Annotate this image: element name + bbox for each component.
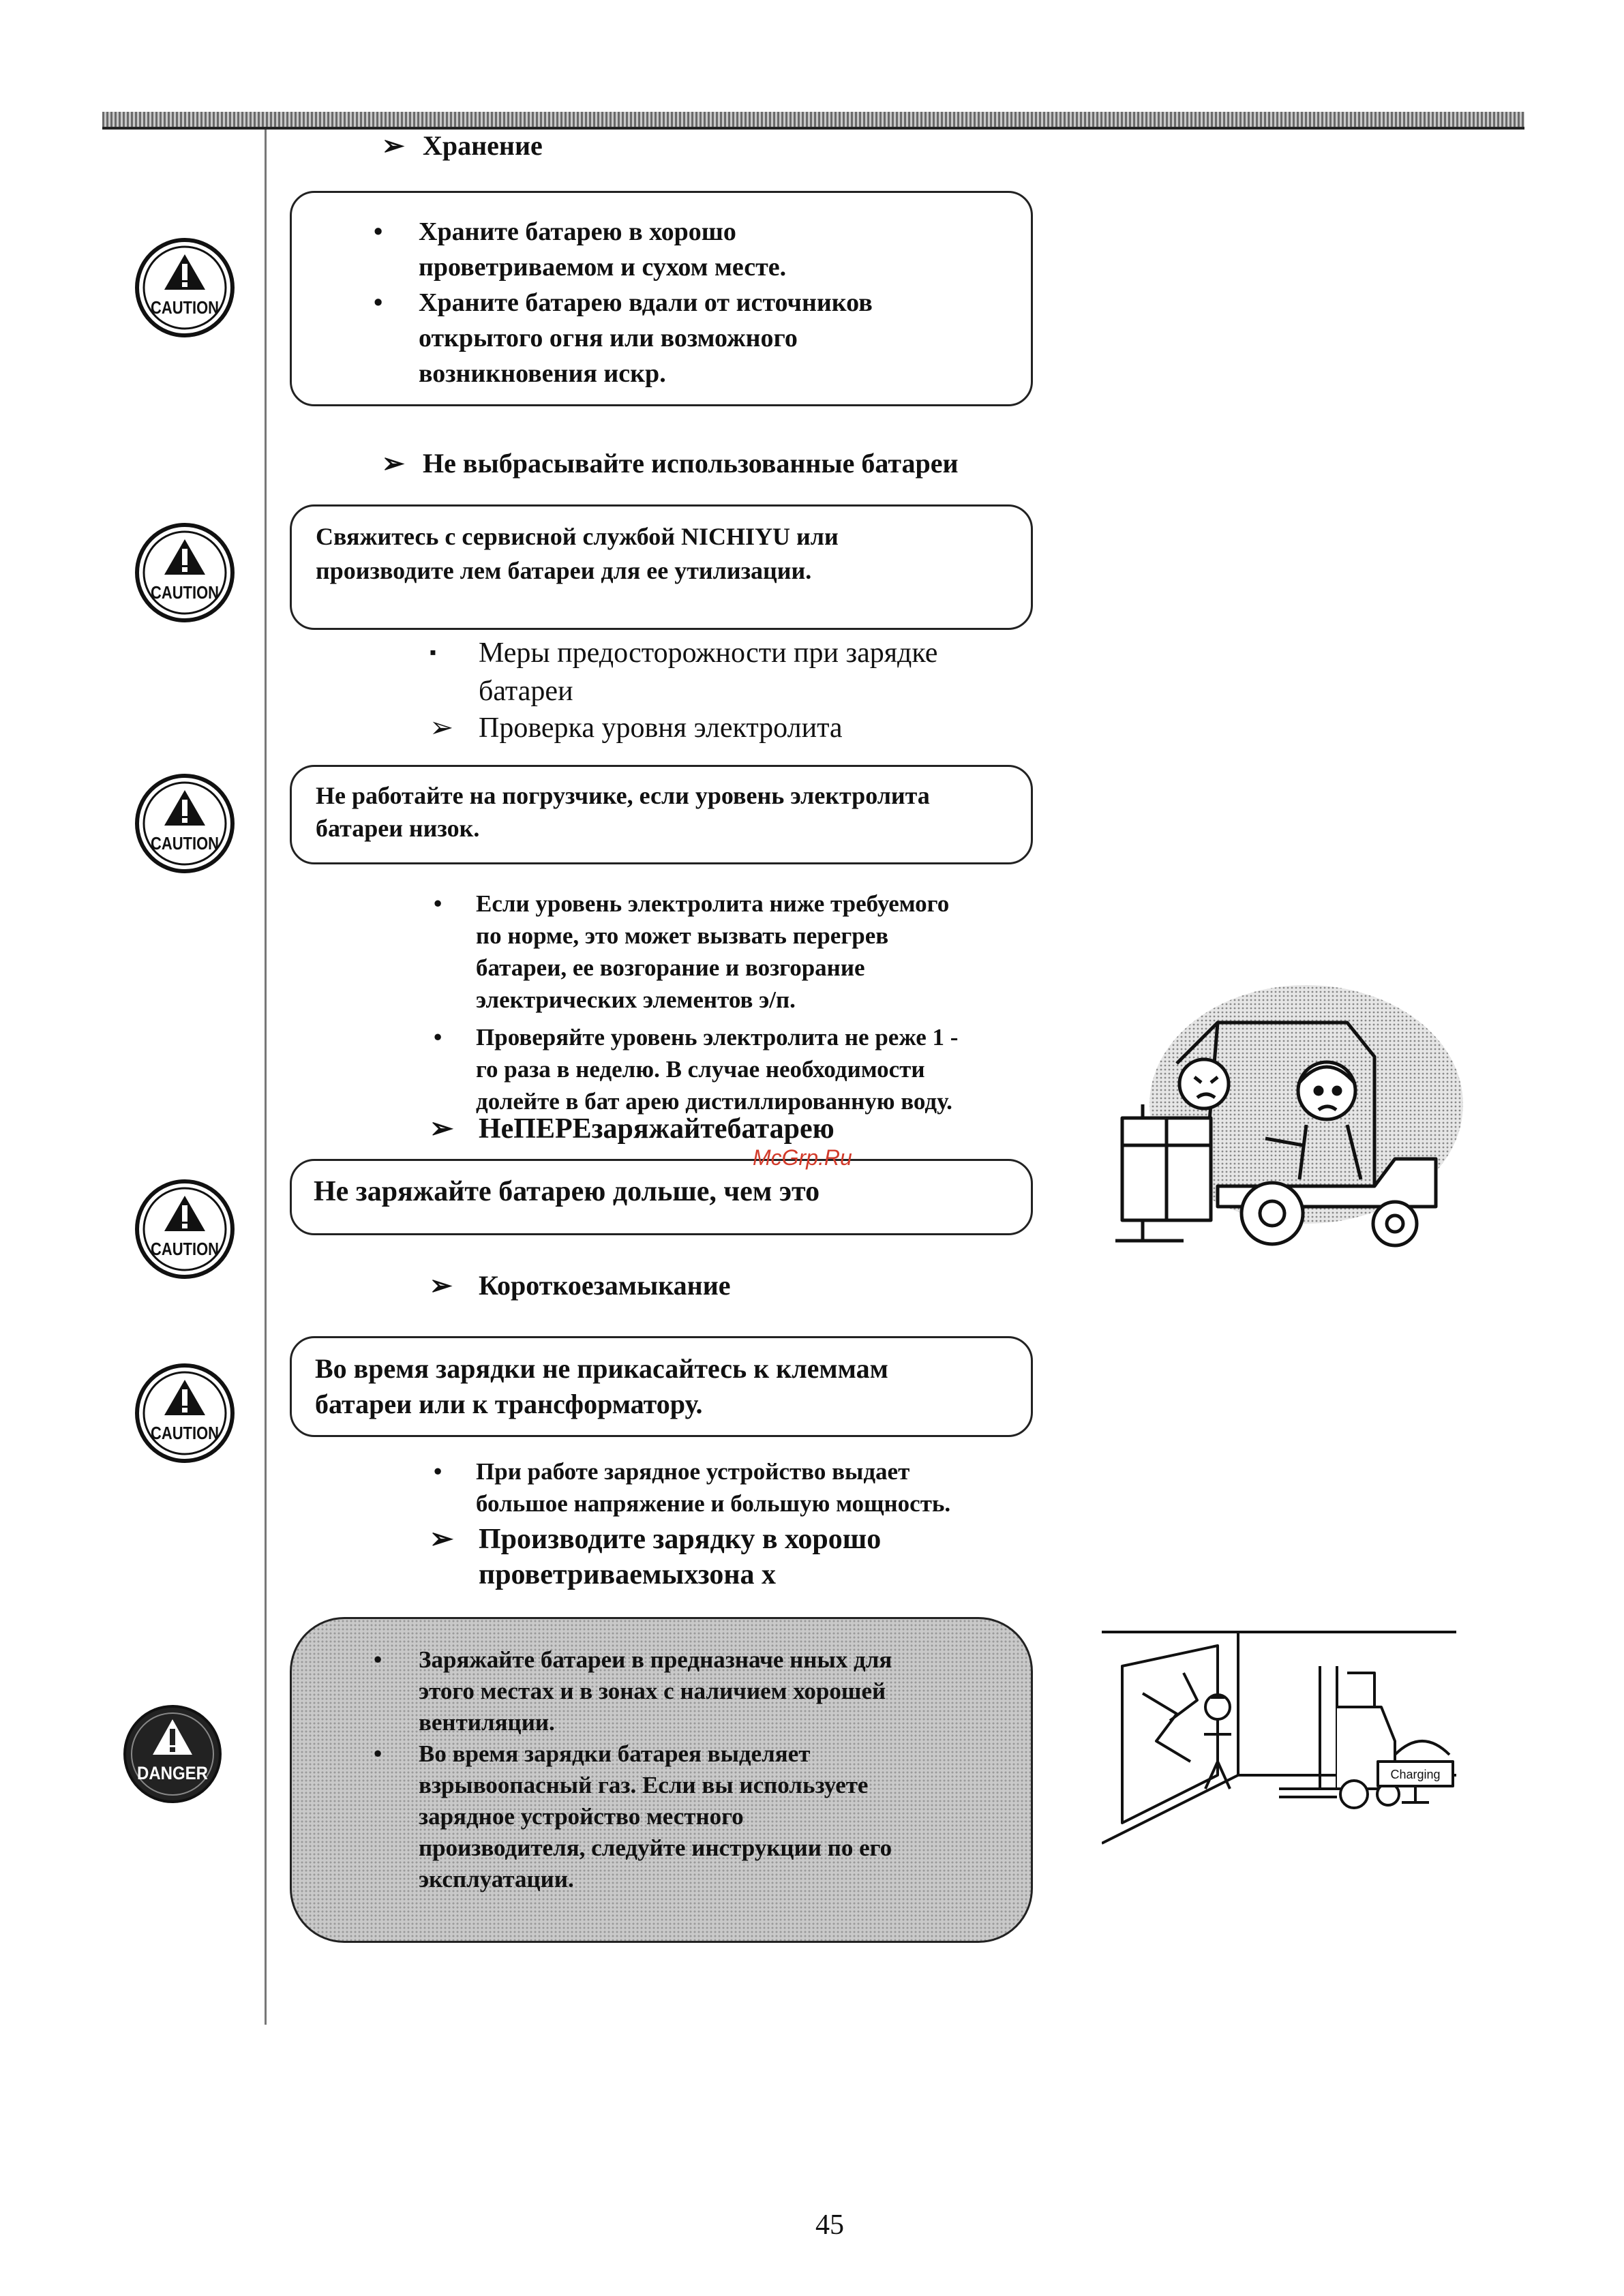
margin-rule	[265, 130, 267, 2025]
arrow-marker-icon: ➢	[430, 1524, 454, 1555]
caution-sign-icon	[134, 1362, 236, 1464]
caution-sign-icon	[134, 772, 236, 875]
electrolyte-notes	[428, 888, 1042, 1117]
caution-sign-label: CAUTION	[151, 1239, 219, 1259]
section-heading-ventilated-zones: ➢ Производите зарядку в хорошо проветриваемыхзона х	[430, 1522, 881, 1592]
list-item: • Храните батарею в хорошо проветриваемом и сухом месте.	[368, 214, 1016, 285]
list-item: • Проверяйте уровень электролита не реже 1 - го раза в неделю. В случае необходимости долейте в бат арею дистиллированную воду.	[428, 1021, 1042, 1117]
charging-sign-label: Charging	[1390, 1768, 1441, 1781]
watermark: McGrp.Ru	[753, 1145, 852, 1170]
list-item: • Во время зарядки батарея выделяет взрывоопасный газ. Если вы используете зарядное устройство местного производителя, следуйте инструкции по его эксплуатации.	[368, 1738, 1023, 1895]
caution-sign-label: CAUTION	[151, 582, 219, 603]
danger-sign-label: DANGER	[137, 1763, 208, 1783]
caution-sign-label: CAUTION	[151, 297, 219, 318]
caution-box-storage-text	[368, 214, 1016, 391]
section-heading-electrolyte-level: ➢ Проверка уровня электролита	[430, 710, 843, 744]
section-heading-charging-precautions: ▪ Меры предосторожности при зарядке батареи	[430, 634, 937, 710]
list-item: • Если уровень электролита ниже требуемого по норме, это может вызвать перегрев батареи, ее возгорание и возгорание электрических элементов э/п.	[428, 888, 1042, 1016]
section-heading-short-circuit: ➢ Короткоезамыкание	[430, 1270, 731, 1301]
arrow-marker-icon: ➢	[382, 130, 405, 161]
arrow-marker-icon: ➢	[430, 712, 454, 744]
caution-box-overcharge-text: Не заряжайте батарею дольше, чем это	[314, 1176, 820, 1207]
section-heading-disposal: ➢ Не выбрасывайте использованные батареи	[382, 448, 959, 479]
list-item: • Заряжайте батареи в предназначе нных для этого местах и в зонах с наличием хорошей вентиляции.	[368, 1644, 1023, 1738]
caution-sign-icon	[134, 1178, 236, 1280]
list-item: • Храните батарею вдали от источников открытого огня или возможного возникновения искр.	[368, 285, 1016, 391]
header-rule	[102, 112, 1524, 130]
danger-box-ventilation-text	[368, 1644, 1023, 1895]
caution-sign-icon	[134, 522, 236, 624]
section-heading-storage: ➢ Хранение	[382, 130, 543, 161]
caution-sign-label: CAUTION	[151, 833, 219, 854]
caution-box-electrolyte-text: Не работайте на погрузчике, если уровень электролита батареи низок.	[316, 782, 930, 842]
caution-sign-icon	[134, 237, 236, 339]
arrow-marker-icon: ➢	[382, 448, 405, 479]
section-heading-overcharge: ➢ НеПЕРЕзаряжайтебатарею	[430, 1111, 834, 1145]
caution-box-disposal-text: Свяжитесь с сервисной службой NICHIYU или производите лем батареи для ее утилизации.	[316, 523, 839, 584]
charger-notes	[428, 1455, 1042, 1520]
list-item: • При работе зарядное устройство выдает большое напряжение и большую мощность.	[428, 1455, 1042, 1520]
danger-sign-icon	[121, 1703, 224, 1805]
charging-station-room-icon	[1102, 1618, 1456, 1857]
arrow-marker-icon: ➢	[430, 1270, 453, 1301]
square-marker-icon: ▪	[430, 642, 436, 663]
caution-sign-label: CAUTION	[151, 1423, 219, 1443]
caution-box-short-circuit-text: Во время зарядки не прикасайтесь к клеммам батареи или к трансформатору.	[315, 1353, 888, 1419]
page-number: 45	[815, 2209, 844, 2241]
arrow-marker-icon: ➢	[430, 1113, 454, 1145]
forklift-operator-worried-icon	[1102, 982, 1470, 1288]
